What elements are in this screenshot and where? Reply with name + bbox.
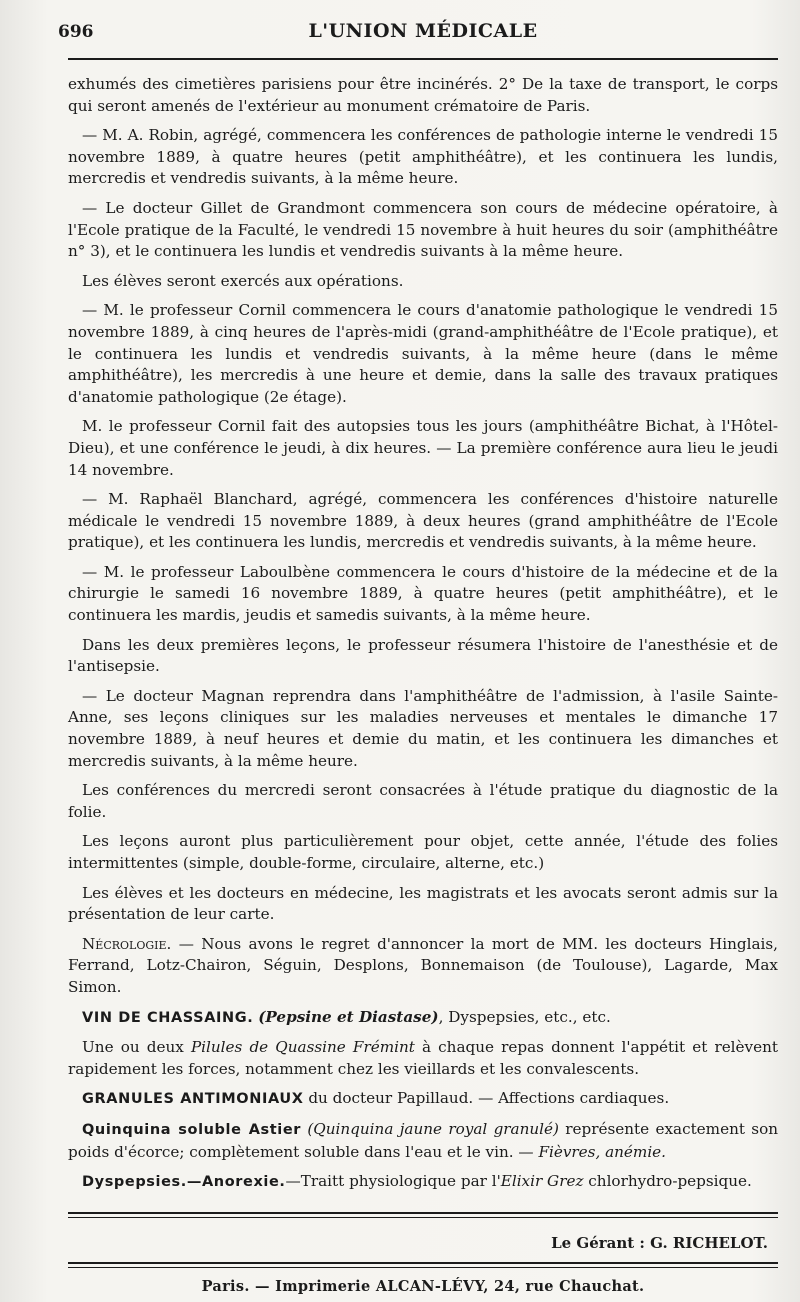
necrologie-text: — Nous avons le regret d'annoncer la mort de MM. les docteurs Hinglais, Ferrand, Lotz-Chairon, Séguin, Desplons, Bonnemaison (de Toulouse), Lagarde, Max Simon. — [68, 934, 778, 996]
ad-granules — [68, 1088, 778, 1111]
ad-indications: Fièvres, anémie. — [538, 1142, 666, 1161]
page-header — [58, 18, 778, 48]
necrologie-paragraph — [68, 934, 778, 999]
paragraph: — M. le professeur Laboulbène commencera le cours d'histoire de la médecine et de la chirurgie le samedi 16 novembre 1889, à quatre heures (petit amphithéâtre), et le continuera les mardis, jeudis et samedis suivants, à la même heure. — [68, 562, 778, 625]
ad-text: chlorhydro-pepsique. — [583, 1172, 752, 1191]
ad-subheading: (Pepsine et Diastase) — [258, 1007, 439, 1026]
paragraph: M. le professeur Cornil fait des autopsies tous les jours (amphithéâtre Bichat, à l'Hôtel-Dieu), et une conférence le jeudi, à dix heures. — La première conférence aura lieu le jeudi 14 novembre. — [68, 417, 778, 479]
footer-rules — [68, 1212, 778, 1218]
ad-product-name: Pilules de Quassine Frémint — [190, 1038, 415, 1057]
running-title: L'UNION MÉDICALE — [308, 20, 538, 42]
printer-imprint: Paris. — Imprimerie ALCAN-LÉVY, 24, rue Chauchat. — [201, 1277, 645, 1295]
ad-heading: VIN DE CHASSAING. — [82, 1009, 254, 1026]
paragraph: — M. le professeur Cornil commencera le cours d'anatomie pathologique le vendredi 15 novembre 1889, à cinq heures de l'après-midi (grand-amphithéâtre de l'Ecole pratique), et le continuera les lundis et vendredis suivants, à la même heure (dans le même amphithéâtre), les mercredis à une heure et demie, dans la salle des travaux pratiques d'anatomie pathologique (2e étage). — [68, 301, 778, 406]
ad-text: Une ou deux — [82, 1038, 191, 1057]
paragraph: Dans les deux premières leçons, le professeur résumera l'histoire de l'anesthésie et de l'antisepsie. — [68, 635, 778, 676]
paragraph: Les leçons auront plus particulièrement pour objet, cette année, l'étude des folies intermittentes (simple, double-forme, circulaire, alterne, etc.) — [68, 832, 778, 872]
ad-product-name: Elixir Grez — [500, 1172, 584, 1191]
ad-text: à chaque repas donnent l'appétit et relèvent rapidement les forces, notamment chez les vieillards et les convalescents. — [68, 1038, 778, 1078]
paragraph: Les élèves et les docteurs en médecine, les magistrats et les avocats seront admis sur la présentation de leur carte. — [68, 883, 778, 924]
ad-heading: GRANULES ANTIMONIAUX — [82, 1091, 304, 1108]
paragraph: — Le docteur Magnan reprendra dans l'amphithéâtre de l'admission, à l'asile Sainte-Anne, ses leçons cliniques sur les maladies nerveuses et mentales le dimanche 17 novembre 1889, à neuf heures et demie du matin, et les continuera les dimanches et mercredis suivants, à la même heure. — [68, 686, 778, 770]
ad-text: représente exactement son poids d'écorce; complètement soluble dans l'eau et le vin. — — [68, 1119, 778, 1161]
ad-text: —Traitt physiologique par l' — [285, 1172, 501, 1191]
paragraph: — Le docteur Gillet de Grandmont commencera son cours de médecine opératoire, à l'Ecole pratique de la Faculté, le vendredi 15 novembre à huit heures du soir (amphithéâtre n° 3), et le continuera les lundis et vendredis suivants à la même heure. — [68, 198, 778, 261]
paragraph: Les conférences du mercredi seront consacrées à l'étude pratique du diagnostic de la folie. — [68, 781, 778, 821]
paragraph: exhumés des cimetières parisiens pour être incinérés. 2° De la taxe de transport, le corps qui seront amenés de l'extérieur au monument crématoire de Paris. — [68, 75, 778, 115]
necrologie-label: Nécrologie. — [82, 934, 172, 953]
ad-heading: Dyspepsies.—Anorexie. — [82, 1174, 286, 1191]
ad-product-name: (Quinquina jaune royal granulé) — [307, 1119, 559, 1138]
page-number: 696 — [58, 22, 94, 42]
article-body — [68, 74, 778, 1194]
footer-rule-thin — [68, 1217, 778, 1218]
ad-dyspepsies — [68, 1171, 778, 1194]
footer-rule — [68, 1212, 778, 1214]
ad-pilules — [68, 1037, 778, 1080]
header-rule — [68, 58, 778, 60]
ad-heading: Quinquina soluble Astier — [82, 1121, 302, 1138]
printer-rule-thin — [68, 1267, 778, 1268]
ad-text: du docteur Papillaud. — Affections cardiaques. — [303, 1089, 670, 1108]
ad-vin-chassaing — [68, 1007, 778, 1030]
paragraph: — M. Raphaël Blanchard, agrégé, commencera les conférences d'histoire naturelle médicale le vendredi 15 novembre 1889, à deux heures (grand amphithéâtre de l'Ecole pratique), et les continuera les lundis, mercredis et vendredis suivants, à la même heure. — [68, 490, 778, 552]
ad-quinquina — [68, 1119, 778, 1163]
paragraph: Les élèves seront exercés aux opérations. — [82, 271, 404, 290]
ad-text: , Dyspepsies, etc., etc. — [438, 1007, 611, 1026]
printer-rule — [68, 1262, 778, 1264]
gerant-signature: Le Gérant : G. RICHELOT. — [551, 1233, 768, 1252]
paragraph: — M. A. Robin, agrégé, commencera les conférences de pathologie interne le vendredi 15 novembre 1889, à quatre heures (petit amphithéâtre), et les continuera les lundis, mercredis et vendredis suivants, à la même heure. — [68, 126, 778, 188]
